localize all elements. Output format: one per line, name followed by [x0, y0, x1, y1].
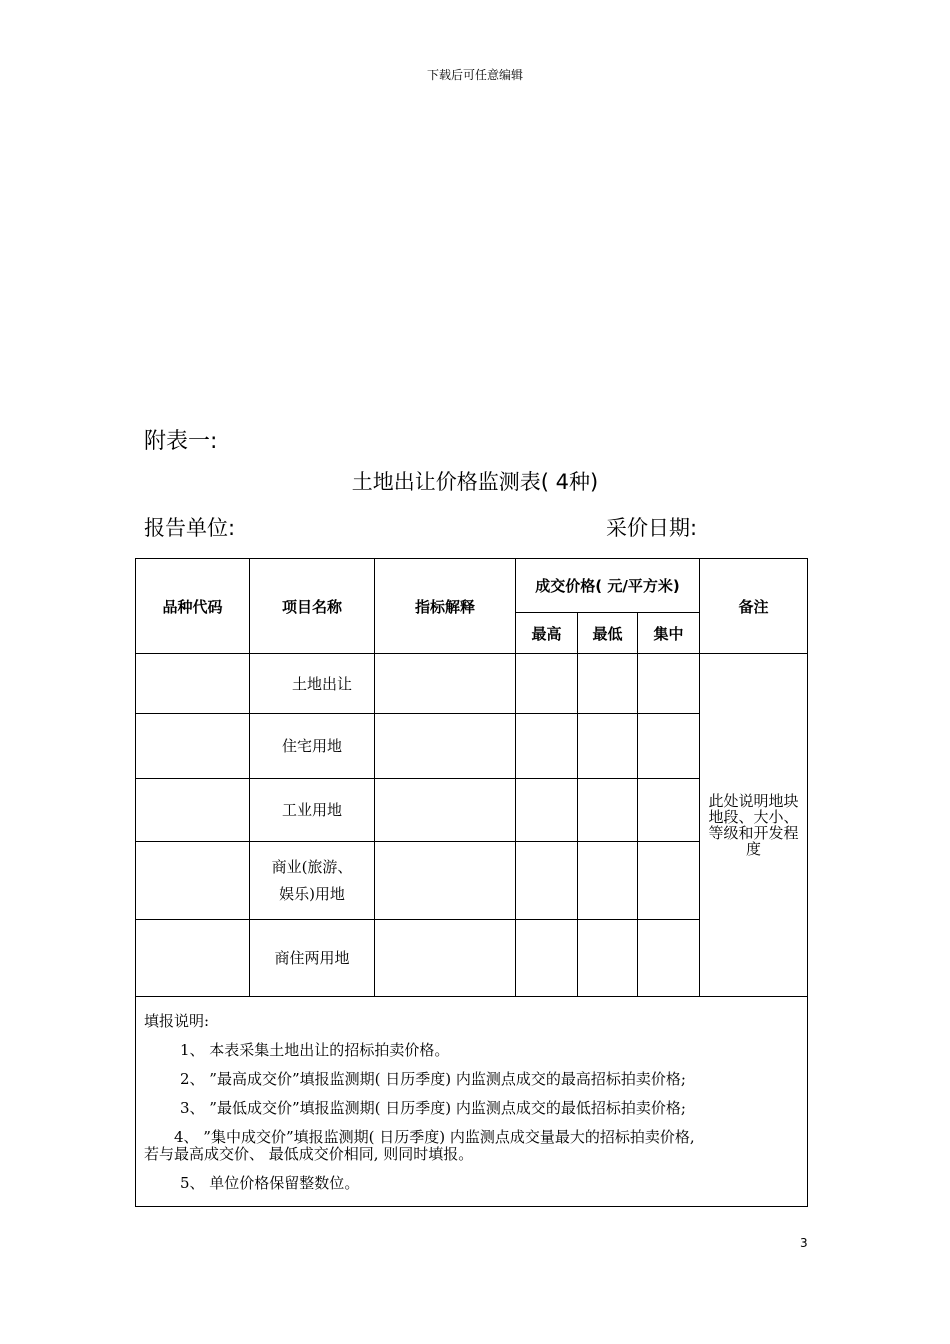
note-item-5: 5、 单位价格保留整数位。 — [180, 1174, 360, 1192]
cell-central — [638, 779, 700, 842]
cell-name: 工业用地 — [250, 779, 375, 842]
price-monitoring-table — [135, 558, 808, 1207]
header-remark: 备注 — [700, 559, 808, 654]
header-name: 项目名称 — [250, 559, 375, 654]
note-item-1: 1、 本表采集土地出让的招标拍卖价格。 — [180, 1041, 450, 1059]
cell-name — [250, 842, 375, 920]
cell-highest — [516, 714, 578, 779]
cell-name: 商住两用地 — [250, 920, 375, 997]
remark-cell: 此处说明地块地段、大小、 等级和开发程度 — [700, 654, 808, 997]
cell-lowest — [578, 714, 638, 779]
cell-central — [638, 654, 700, 714]
note-item-4-cont: 若与最高成交价、 最低成交价相同, 则同时填报。 — [144, 1145, 474, 1163]
table-row — [136, 654, 808, 714]
cell-highest — [516, 779, 578, 842]
cell-index — [375, 920, 516, 997]
cell-highest — [516, 920, 578, 997]
cell-index — [375, 654, 516, 714]
page-title: 土地出让价格监测表( 4种) — [351, 470, 599, 494]
cell-code — [136, 920, 250, 997]
header-lowest: 最低 — [578, 613, 638, 654]
report-unit-label: 报告单位: — [144, 516, 236, 540]
cell-lowest — [578, 654, 638, 714]
cell-code — [136, 714, 250, 779]
filling-instructions — [136, 997, 808, 1207]
cell-code — [136, 779, 250, 842]
cell-index — [375, 714, 516, 779]
cell-name: 土地出让 — [250, 654, 375, 714]
cell-central — [638, 920, 700, 997]
cell-central — [638, 714, 700, 779]
cell-lowest — [578, 779, 638, 842]
note-item-4: 4、 ”集中成交价”填报监测期( 日历季度) 内监测点成交量最大的招标拍卖价格, — [174, 1128, 695, 1146]
price-date-label: 采价日期: — [606, 516, 698, 540]
header-highest: 最高 — [516, 613, 578, 654]
cell-lowest — [578, 920, 638, 997]
cell-name-line2: 娱乐)用地 — [279, 884, 345, 903]
cell-code — [136, 842, 250, 920]
notes-heading: 填报说明: — [144, 1012, 210, 1030]
header-price-group: 成交价格( 元/平方米) — [516, 559, 700, 613]
cell-name-line1: 商业(旅游、 — [271, 857, 353, 876]
cell-central — [638, 842, 700, 920]
cell-highest — [516, 842, 578, 920]
cell-index — [375, 842, 516, 920]
note-item-3: 3、 ”最低成交价”填报监测期( 日历季度) 内监测点成交的最低招标拍卖价格; — [180, 1099, 686, 1117]
cell-code — [136, 654, 250, 714]
header-index: 指标解释 — [375, 559, 516, 654]
appendix-label: 附表一: — [144, 429, 218, 454]
header-code: 品种代码 — [136, 559, 250, 654]
header-central: 集中 — [638, 613, 700, 654]
cell-name: 住宅用地 — [250, 714, 375, 779]
note-item-2: 2、 ”最高成交价”填报监测期( 日历季度) 内监测点成交的最高招标拍卖价格; — [180, 1070, 686, 1088]
cell-lowest — [578, 842, 638, 920]
cell-highest — [516, 654, 578, 714]
header-note: 下载后可任意编辑 — [426, 68, 523, 82]
cell-index — [375, 779, 516, 842]
page-number: 3 — [800, 1236, 808, 1250]
